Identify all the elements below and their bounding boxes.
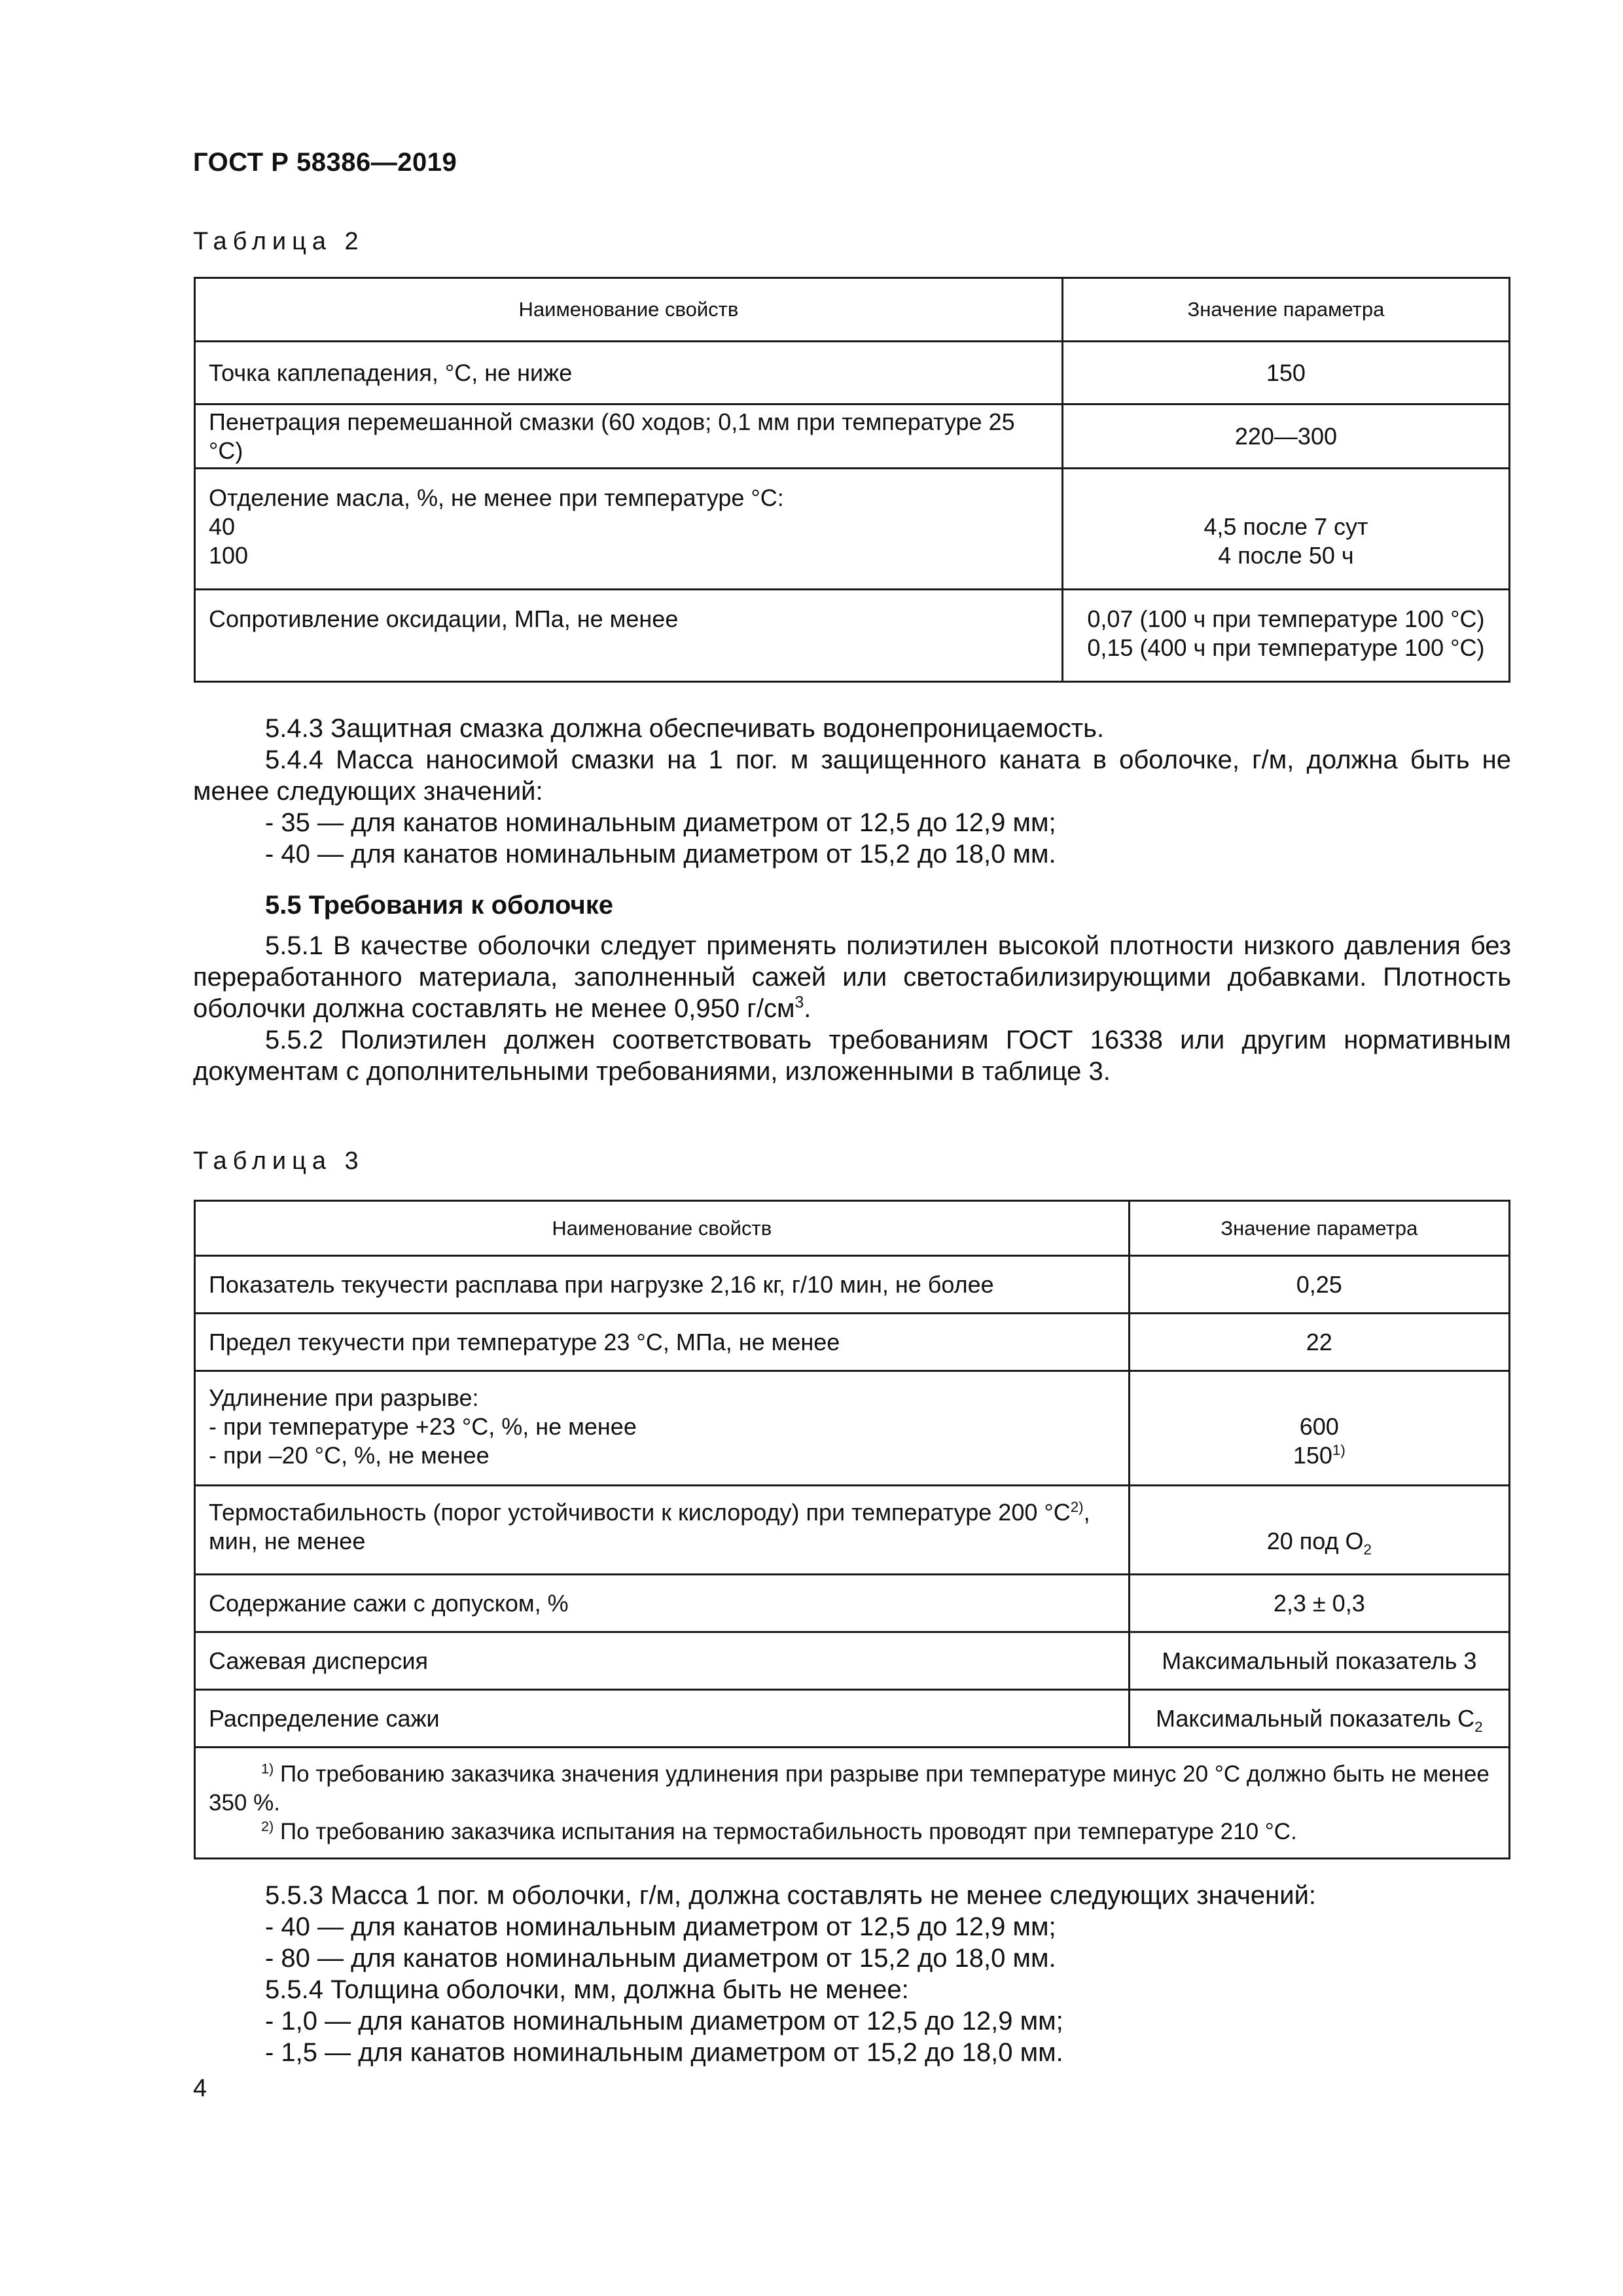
table-row — [195, 1486, 1510, 1575]
table-3 — [194, 1200, 1510, 1859]
subscript: 2 — [1363, 1541, 1372, 1558]
table-3-header-value: Значение параметра — [1129, 1201, 1509, 1256]
table-row — [195, 1690, 1510, 1748]
table-cell-property: Точка каплепадения, °С, не ниже — [195, 342, 1063, 404]
table-cell-value: 600 150$^{1)}$ — [1129, 1371, 1509, 1486]
table-cell-property: Содержание сажи с допуском, % — [195, 1575, 1130, 1632]
table-row — [195, 1575, 1510, 1632]
table-row — [195, 342, 1510, 404]
paragraph-5-5-3: 5.5.3 Масса 1 пог. м оболочки, г/м, должна составлять не менее следующих значений: — [265, 1881, 1317, 1910]
table-cell-value: 0,07 (100 ч при температуре 100 °С) 0,15 (400 ч при температуре 100 °С) — [1062, 590, 1509, 682]
footnote-ref: 1) — [1332, 1442, 1346, 1458]
list-item: - 35 — для канатов номинальным диаметром от 12,5 до 12,9 мм; — [265, 808, 1056, 837]
table-2-header-property: Наименование свойств — [195, 278, 1063, 342]
table-cell-value: 0,25 — [1129, 1256, 1509, 1314]
table-cell-property: Сопротивление оксидации, МПа, не менее — [195, 590, 1063, 682]
footnote-1: $^{1)}$ По требованию заказчика значения удлинения при разрыве при температуре минус 20 °С должно быть не менее 350 %. — [209, 1760, 1489, 1816]
table-cell-property: Термостабильность (порог устойчивости к кислороду) при температуре 200 $^\circ С^{2)}$, мин, не менее — [195, 1486, 1130, 1575]
paragraph-5-4-3: 5.4.3 Защитная смазка должна обеспечивать водонепроницаемость. — [265, 714, 1105, 743]
table-row — [195, 1314, 1510, 1371]
table-cell-value: 2,3 ± 0,3 — [1129, 1575, 1509, 1632]
page-number: 4 — [193, 2075, 207, 2102]
paragraph-5-5-1: 5.5.1 В качестве оболочки следует применять полиэтилен высокой плотности низкого давления без переработанного материала, заполненный сажей или светостабилизирующими добавками. Плотность оболочки должна составлять не менее 0,950 $г/см^3$. — [193, 931, 1511, 1023]
table-row — [195, 469, 1510, 590]
table-cell-value: 220—300 — [1062, 404, 1509, 469]
table-cell-property: Удлинение при разрыве: - при температуре +23 °С, %, не менее - при –20 °С, %, не менее — [195, 1371, 1130, 1486]
list-item: - 1,5 — для канатов номинальным диаметром от 15,2 до 18,0 мм. — [265, 2038, 1063, 2067]
table-cell-value: 4,5 после 7 сут 4 после 50 ч — [1062, 469, 1509, 590]
list-item: - 80 — для канатов номинальным диаметром от 15,2 до 18,0 мм. — [265, 1944, 1056, 1973]
table-2-header-value: Значение параметра — [1062, 278, 1509, 342]
text-block-2 — [193, 1880, 1511, 2068]
table-cell-property: Предел текучести при температуре 23 °С, МПа, не менее — [195, 1314, 1130, 1371]
table-row — [195, 1632, 1510, 1690]
table-cell-value: 20 под $О_2$ — [1129, 1486, 1509, 1575]
paragraph-5-5-2: 5.5.2 Полиэтилен должен соответствовать требованиям ГОСТ 16338 или другим нормативным документам с дополнительными требованиями, изложенными в таблице 3. — [193, 1026, 1511, 1086]
subscript: 2 — [1474, 1718, 1483, 1735]
table-cell-value: Максимальный показатель 3 — [1129, 1632, 1509, 1690]
table-cell-value: Максимальный показатель $С_2$ — [1129, 1690, 1509, 1748]
list-item: - 40 — для канатов номинальным диаметром от 15,2 до 18,0 мм. — [265, 840, 1056, 869]
superscript: 3 — [794, 994, 804, 1012]
table-cell-value: 150 — [1062, 342, 1509, 404]
table-2 — [194, 277, 1510, 683]
table-cell-property: Показатель текучести расплава при нагрузке 2,16 кг, г/10 мин, не более — [195, 1256, 1130, 1314]
table-footnotes — [195, 1748, 1510, 1859]
table-cell-property: Пенетрация перемешанной смазки (60 ходов; 0,1 мм при температуре 25 °С) — [195, 404, 1063, 469]
table-footnotes-row — [195, 1748, 1510, 1859]
list-item: - 1,0 — для канатов номинальным диаметром от 12,5 до 12,9 мм; — [265, 2007, 1063, 2036]
table-row — [195, 1371, 1510, 1486]
footnote-ref: 2) — [1070, 1499, 1084, 1515]
paragraph-5-4-4: 5.4.4 Масса наносимой смазки на 1 пог. м защищенного каната в оболочке, г/м, должна быть не менее следующих значений: — [193, 745, 1511, 806]
table-row — [195, 590, 1510, 682]
table-2-caption: Таблица 2 — [193, 228, 365, 255]
paragraph-5-5-4: 5.5.4 Толщина оболочки, мм, должна быть не менее: — [265, 1975, 909, 2004]
table-3-header-property: Наименование свойств — [195, 1201, 1130, 1256]
text-block-1 — [193, 713, 1511, 1087]
table-cell-value: 22 — [1129, 1314, 1509, 1371]
table-cell-property: Распределение сажи — [195, 1690, 1130, 1748]
table-cell-property: Сажевая дисперсия — [195, 1632, 1130, 1690]
list-item: - 40 — для канатов номинальным диаметром от 12,5 до 12,9 мм; — [265, 1912, 1056, 1941]
table-row — [195, 1256, 1510, 1314]
section-heading-5-5: 5.5 Требования к оболочке — [265, 891, 613, 920]
table-3-caption: Таблица 3 — [193, 1147, 365, 1175]
table-row — [195, 404, 1510, 469]
table-cell-property: Отделение масла, %, не менее при температуре °С: 40 100 — [195, 469, 1063, 590]
document-header-title: ГОСТ Р 58386—2019 — [193, 148, 457, 177]
footnote-2: $^{2)}$ По требованию заказчика испытания на термостабильность проводят при температуре 210 °С. — [261, 1818, 1297, 1844]
